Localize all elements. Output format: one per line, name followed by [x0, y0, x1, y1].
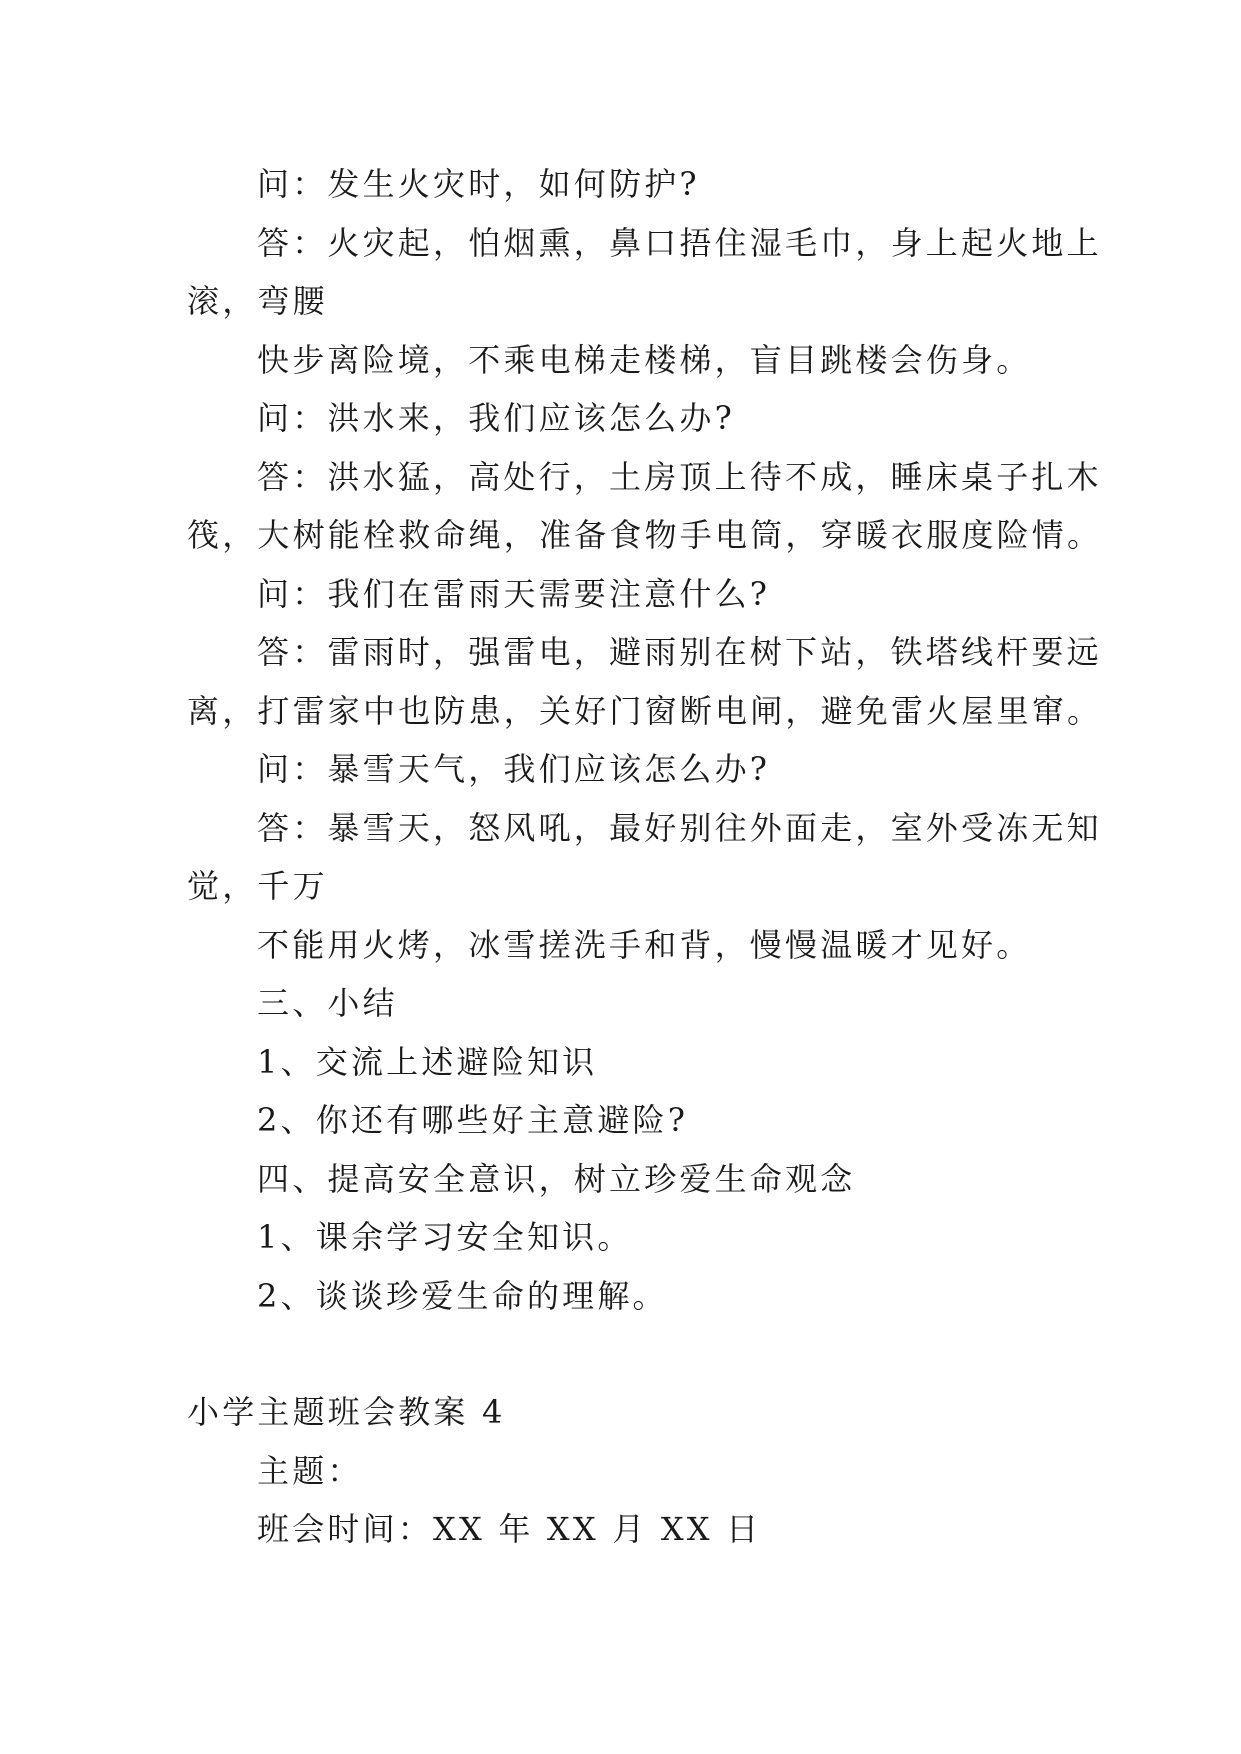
answer-thunderstorm-continued: 离，打雷家中也防患，关好门窗断电闸，避免雷火屋里窜。	[187, 691, 1103, 730]
summary-item-2: 2、你还有哪些好主意避险?	[257, 1101, 689, 1139]
answer-blizzard-line3: 不能用火烤，冰雪搓洗手和背，慢慢温暖才见好。	[257, 925, 1032, 964]
question-fire: 问：发生火灾时，如何防护?	[257, 165, 700, 203]
meeting-time: 班会时间：XX 年 XX 月 XX 日	[257, 1510, 762, 1548]
section-safety-heading: 四、提高安全意识，树立珍爱生命观念	[257, 1159, 856, 1198]
answer-blizzard: 答：暴雪天，怒风吼，最好别往外面走，室外受冻无知	[257, 808, 1102, 847]
question-flood: 问：洪水来，我们应该怎么办?	[257, 399, 735, 437]
answer-flood: 答：洪水猛，高处行，土房顶上待不成，睡床桌子扎木	[257, 457, 1102, 496]
safety-item-2: 2、谈谈珍爱生命的理解。	[257, 1276, 668, 1315]
question-blizzard: 问：暴雪天气，我们应该怎么办?	[257, 750, 771, 788]
safety-item-1: 1、课余学习安全知识。	[257, 1218, 633, 1256]
section-summary-heading: 三、小结	[257, 984, 398, 1022]
answer-flood-continued: 筏，大树能栓救命绳，准备食物手电筒，穿暖衣服度险情。	[187, 516, 1103, 554]
subject-label: 主题：	[257, 1451, 363, 1490]
answer-fire-line3: 快步离险境，不乘电梯走楼梯，盲目跳楼会伤身。	[257, 340, 1032, 379]
answer-fire: 答：火灾起，怕烟熏，鼻口捂住湿毛巾，身上起火地上	[257, 223, 1102, 262]
question-thunderstorm: 问：我们在雷雨天需要注意什么?	[257, 574, 771, 613]
section-gap	[187, 1325, 1067, 1383]
answer-fire-continued: 滚，弯腰	[187, 282, 328, 320]
document-body	[187, 155, 1103, 1559]
summary-item-1: 1、交流上述避险知识	[257, 1042, 598, 1081]
answer-thunderstorm: 答：雷雨时，强雷电，避雨别在树下站，铁塔线杆要远	[257, 633, 1102, 671]
answer-blizzard-continued: 觉，千万	[187, 867, 328, 905]
lesson-plan-title: 小学主题班会教案 4	[187, 1393, 506, 1431]
